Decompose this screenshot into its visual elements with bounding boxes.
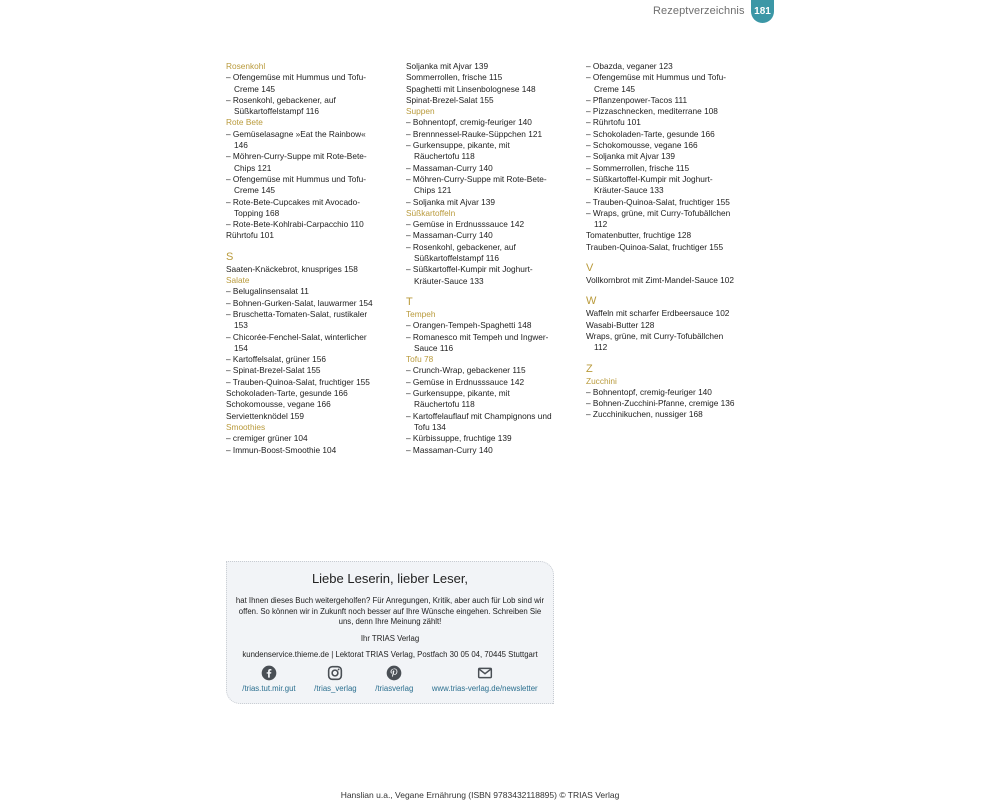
index-entry: – Trauben-Quinoa-Salat, fruchtiger 155: [226, 377, 404, 388]
index-entry: – Soljanka mit Ajvar 139: [586, 151, 764, 162]
index-entry: – Gemüse in Erdnusssauce 142: [406, 377, 584, 388]
index-entry: – Bohnen-Zucchini-Pfanne, cremige 136: [586, 398, 764, 409]
index-category: Rote Bete: [226, 117, 263, 128]
index-entry: – Romanesco mit Tempeh und Ingwer-: [406, 332, 584, 343]
index-entry: Trauben-Quinoa-Salat, fruchtiger 155: [586, 241, 724, 252]
index-category: Süßkartoffeln: [406, 207, 456, 218]
index-entry: Saaten-Knäckebrot, knuspriges 158: [226, 263, 358, 274]
index-entry: Rührtofu 101: [226, 230, 274, 241]
instagram-icon: [327, 665, 343, 681]
index-entry: – Möhren-Curry-Suppe mit Rote-Bete-: [406, 174, 584, 185]
index-entry: – Bruschetta-Tomaten-Salat, rustikaler: [226, 309, 404, 320]
index-entry: – Gemüse in Erdnusssauce 142: [406, 219, 584, 230]
index-entry: – Möhren-Curry-Suppe mit Rote-Bete-: [226, 151, 404, 162]
index-entry-continuation: Creme 145: [234, 83, 276, 94]
facebook-icon: [261, 665, 277, 681]
index-entry-continuation: Topping 168: [234, 207, 280, 218]
index-entry-continuation: Räuchertofu 118: [414, 399, 475, 410]
index-entry: – Rührtofu 101: [586, 117, 764, 128]
index-entry-continuation: Creme 145: [594, 83, 636, 94]
page-number-badge: 181: [751, 0, 774, 23]
feedback-signature: Ihr TRIAS Verlag: [360, 633, 420, 643]
index-entry-continuation: Räuchertofu 118: [414, 151, 475, 162]
index-entry-continuation: Süßkartoffelstampf 116: [234, 106, 320, 117]
index-entry: – Ofengemüse mit Hummus und Tofu-: [226, 72, 404, 83]
index-entry: – Massaman-Curry 140: [406, 163, 584, 174]
index-entry-continuation: 112: [594, 342, 608, 353]
index-entry: – Orangen-Tempeh-Spaghetti 148: [406, 320, 584, 331]
index-entry: – Kartoffelsalat, grüner 156: [226, 354, 404, 365]
index-entry: Sommerrollen, frische 115: [406, 72, 503, 83]
newsletter-label: www.trias-verlag.de/newsletter: [431, 683, 538, 693]
index-entry-continuation: 146: [234, 140, 248, 151]
pinterest-icon: [386, 665, 402, 681]
index-entry: – Schokomousse, vegane 166: [586, 140, 764, 151]
index-entry: – Rote-Bete-Cupcakes mit Avocado-: [226, 197, 404, 208]
feedback-text: hat Ihnen dieses Buch weitergeholfen? Für Anregungen, Kritik, aber auch für Lob sind wir offen. So können wir in Zukunft noch besser auf Ihre Wünsche eingehen. Schreiben Sie uns, denn Ihre Meinung zählt!: [235, 596, 545, 626]
index-entry: – Massaman-Curry 140: [406, 445, 584, 456]
mail-icon: [477, 665, 493, 681]
index-entry: – cremiger grüner 104: [226, 433, 404, 444]
index-entry: – Bohnen-Gurken-Salat, lauwarmer 154: [226, 298, 404, 309]
header-title: Rezeptverzeichnis: [653, 5, 745, 17]
index-entry: – Pflanzenpower-Tacos 111: [586, 95, 764, 106]
index-letter: W: [586, 295, 597, 308]
index-entry: Schokomousse, vegane 166: [226, 399, 331, 410]
index-entry: Tomatenbutter, fruchtige 128: [586, 230, 692, 241]
index-letter: Z: [586, 362, 593, 375]
index-entry-continuation: Chips 121: [414, 185, 452, 196]
index-entry: Waffeln mit scharfer Erdbeersauce 102: [586, 308, 730, 319]
pinterest-link[interactable]: [375, 665, 413, 693]
index-category: Zucchini: [586, 375, 617, 386]
index-category: Smoothies: [226, 421, 266, 432]
index-column-1: [226, 61, 404, 456]
index-entry: – Gemüselasagne »Eat the Rainbow«: [226, 129, 404, 140]
index-entry: – Belugalinsensalat 11: [226, 286, 404, 297]
index-column-2: [406, 61, 584, 456]
index-entry: – Bohnentopf, cremig-feuriger 140: [586, 387, 764, 398]
facebook-link[interactable]: [242, 665, 295, 693]
index-entry: Spinat-Brezel-Salat 155: [406, 94, 494, 105]
feedback-contact: kundenservice.thieme.de | Lektorat TRIAS Verlag, Postfach 30 05 04, 70445 Stuttgart: [242, 649, 538, 659]
index-category: Tempeh: [406, 308, 436, 319]
index-entry-continuation: 112: [594, 219, 608, 230]
index-entry: Wraps, grüne, mit Curry-Tofubällchen: [586, 330, 724, 341]
index-entry: – Gurkensuppe, pikante, mit: [406, 140, 584, 151]
index-category: Salate: [226, 275, 250, 286]
instagram-label: /trias_verlag: [314, 683, 357, 693]
index-entry: – Crunch-Wrap, gebackener 115: [406, 365, 584, 376]
index-entry: Soljanka mit Ajvar 139: [406, 61, 489, 71]
index-letter: S: [226, 250, 234, 263]
index-entry: – Kartoffelauflauf mit Champignons und: [406, 411, 584, 422]
index-category: Suppen: [406, 106, 435, 117]
facebook-label: /trias.tut.mir.gut: [242, 683, 296, 693]
index-entry: – Schokoladen-Tarte, gesunde 166: [586, 129, 764, 140]
index-entry-continuation: Süßkartoffelstampf 116: [414, 253, 500, 264]
index-entry: – Kürbissuppe, fruchtige 139: [406, 433, 584, 444]
index-entry: – Soljanka mit Ajvar 139: [406, 197, 584, 208]
index-category: Rosenkohl: [226, 61, 266, 71]
index-entry-continuation: 153: [234, 320, 248, 331]
index-entry: – Sommerrollen, frische 115: [586, 163, 764, 174]
index-entry-continuation: 154: [234, 342, 248, 353]
index-letter: V: [586, 262, 594, 275]
index-entry: – Süßkartoffel-Kumpir mit Joghurt-: [406, 264, 584, 275]
index-entry: – Immun-Boost-Smoothie 104: [226, 445, 404, 456]
index-entry: – Bohnentopf, cremig-feuriger 140: [406, 117, 584, 128]
index-entry: Wasabi-Butter 128: [586, 319, 655, 330]
index-entry: – Ofengemüse mit Hummus und Tofu-: [226, 174, 404, 185]
index-entry: – Rosenkohl, gebackener, auf: [406, 242, 584, 253]
index-entry-continuation: Tofu 134: [414, 421, 446, 432]
index-entry: – Brennnessel-Rauke-Süppchen 121: [406, 129, 584, 140]
newsletter-link[interactable]: [432, 665, 538, 693]
index-entry-continuation: Sauce 116: [414, 342, 454, 353]
index-entry: – Massaman-Curry 140: [406, 230, 584, 241]
index-entry: – Trauben-Quinoa-Salat, fruchtiger 155: [586, 197, 764, 208]
index-entry: Vollkornbrot mit Zimt-Mandel-Sauce 102: [586, 275, 735, 286]
index-entry-continuation: Kräuter-Sauce 133: [594, 185, 664, 196]
index-entry: Schokoladen-Tarte, gesunde 166: [226, 388, 348, 399]
index-entry: – Zucchinikuchen, nussiger 168: [586, 409, 764, 420]
index-entry: – Chicorée-Fenchel-Salat, winterlicher: [226, 332, 404, 343]
index-entry: – Ofengemüse mit Hummus und Tofu-: [586, 72, 764, 83]
index-entry-continuation: Creme 145: [234, 185, 276, 196]
footer-citation: Hanslian u.a., Vegane Ernährung (ISBN 9783432118895) © TRIAS Verlag: [340, 790, 620, 800]
index-entry-continuation: Kräuter-Sauce 133: [414, 275, 484, 286]
index-column-3: [586, 61, 764, 421]
index-entry: – Gurkensuppe, pikante, mit: [406, 388, 584, 399]
feedback-box: [226, 561, 554, 704]
index-letter: T: [406, 295, 413, 308]
index-entry: – Rosenkohl, gebackener, auf: [226, 95, 404, 106]
instagram-link[interactable]: [314, 665, 356, 693]
pinterest-label: /triasverlag: [375, 683, 414, 693]
index-category: Tofu 78: [406, 354, 434, 365]
index-entry: – Wraps, grüne, mit Curry-Tofubällchen: [586, 208, 764, 219]
index-entry: – Rote-Bete-Kohlrabi-Carpacchio 110: [226, 219, 404, 230]
social-links: [233, 665, 547, 693]
index-entry: Serviettenknödel 159: [226, 410, 304, 421]
feedback-title: Liebe Leserin, lieber Leser,: [311, 571, 469, 586]
index-entry: – Pizzaschnecken, mediterrane 108: [586, 106, 764, 117]
index-entry: – Spinat-Brezel-Salat 155: [226, 365, 404, 376]
index-entry: – Obazda, veganer 123: [586, 61, 764, 72]
index-entry: Spaghetti mit Linsenbolognese 148: [406, 83, 536, 94]
index-entry: – Süßkartoffel-Kumpir mit Joghurt-: [586, 174, 764, 185]
index-entry-continuation: Chips 121: [234, 162, 272, 173]
